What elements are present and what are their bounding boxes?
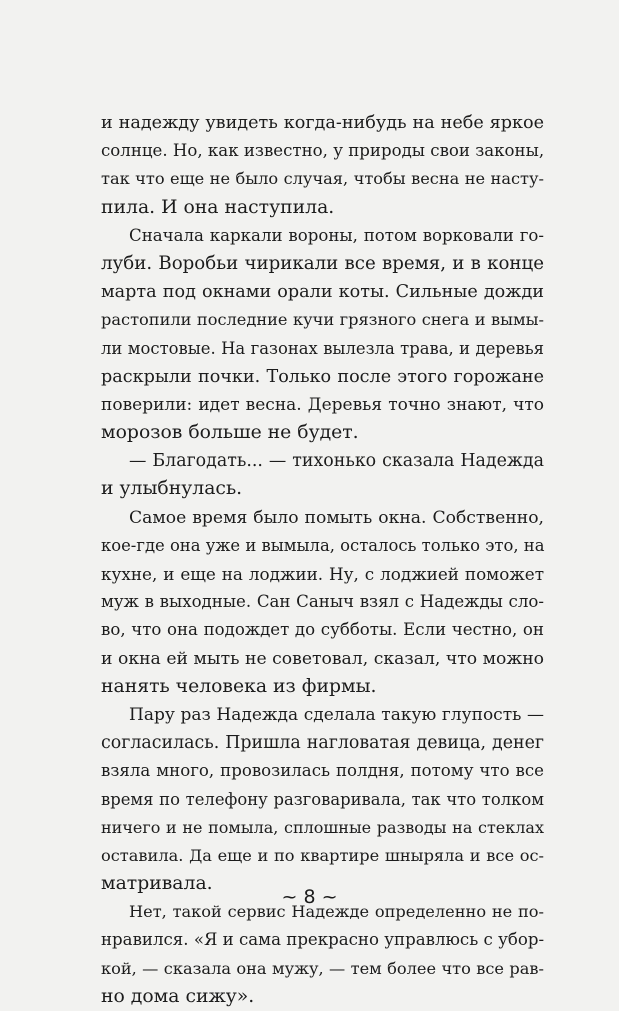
text-line: матривала. [101,873,213,895]
text-line: но дома сижу». [101,985,255,1007]
text-line: раскрыли почки. Только после этого горожане [101,366,544,387]
text-line: Нет, такой сервис Надежде определенно не по- [129,902,544,922]
text-line: и улыбнулась. [101,478,243,500]
text-line: и надежду увидеть когда-нибудь на небе яркое [101,113,544,133]
text-line: муж в выходные. Сан Саныч взял с Надежды сло- [101,592,544,612]
text-line: — Благодать... — тихонько сказала Надежда [129,451,544,472]
text-line: время по телефону разговаривала, так что толком [101,789,544,809]
page-number: ~ 8 ~ [281,886,338,908]
text-line: марта под окнами орали коты. Сильные дожди [101,282,544,303]
paragraph [101,898,544,1011]
text-line: морозов больше не будет. [101,422,359,444]
text-line: согласилась. Пришла нагловатая девица, денег [101,733,544,754]
text-line: ничего и не помыла, сплошные разводы на стеклах [101,817,544,837]
text-line: кое-где она уже и вымыла, осталось только это, на [101,535,545,555]
paragraph [101,447,544,503]
text-line: взяла много, провозилась полдня, потому что все [101,761,544,781]
text-line: растопили последние кучи грязного снега и вымы- [101,310,544,330]
text-line: во, что она подождет до субботы. Если честно, он [101,620,544,640]
text-line: нравился. «Я и сама прекрасно управлюсь с убор- [101,930,545,950]
text-line: Сначала каркали вороны, потом ворковали го- [129,225,544,245]
paragraph [101,109,544,222]
text-line: луби. Воробьи чирикали все время, и в конце [101,252,544,274]
text-line: солнце. Но, как известно, у природы свои законы, [101,141,545,161]
text-line: пила. И она наступила. [101,196,335,218]
text-line: Пару раз Надежда сделала такую глупость — [129,704,544,725]
text-line: так что еще не было случая, чтобы весна не насту- [101,169,544,189]
text-line: ли мостовые. На газонах вылезла трава, и деревья [101,338,544,358]
text-line: кухне, и еще на лоджии. Ну, с лоджией поможет [101,564,544,584]
text-line: поверили: идет весна. Деревья точно знают, что [101,394,544,415]
text-line: нанять человека из фирмы. [101,675,377,697]
paragraph [101,222,544,448]
text-line: кой, — сказала она мужу, — тем более что все рав- [101,958,544,978]
body-text [101,109,544,1011]
text-line: оставила. Да еще и по квартире шныряла и все ос- [101,845,544,865]
text-line: и окна ей мыть не советовал, сказал, что можно [101,648,544,669]
paragraph [101,504,544,701]
text-line: Самое время было помыть окна. Собственно, [129,507,544,528]
paragraph [101,701,544,898]
